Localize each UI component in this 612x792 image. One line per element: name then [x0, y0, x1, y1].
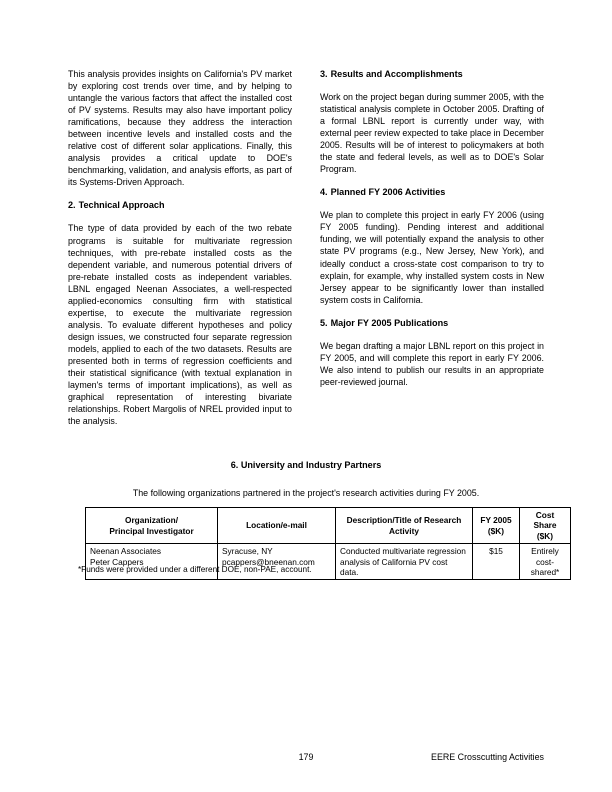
- section-3-title: Results and Accomplishments: [330, 69, 463, 79]
- section-3-paragraph: Work on the project began during summer 2005, with the statistical analysis complete in October 2005. Drafting of a formal LBNL report is currently under way, with external peer review expected to take place in December 2005. Results will be of interest to policymakers at both the state and federal levels, as well as to DOE's Solar Program.: [320, 92, 544, 175]
- cell-cost-share-line1: Entirely: [531, 546, 559, 557]
- section-5-number: 5.: [320, 317, 328, 328]
- section-5-paragraph: We began drafting a major LBNL report on this project in FY 2005, and will complete this report in early FY 2006. We also intend to publish our results in an appropriate peer-reviewed journal.: [320, 340, 544, 387]
- header-organization: [86, 508, 218, 544]
- section-4-number: 4.: [320, 187, 328, 198]
- section-6-block: [68, 459, 544, 499]
- header-organization-line2: Principal Investigator: [109, 525, 194, 536]
- header-description: [336, 508, 473, 544]
- footer-label: EERE Crosscutting Activities: [431, 752, 544, 762]
- cell-description: Conducted multivariate regression analysis of California PV cost data.: [336, 544, 473, 580]
- header-cost-share-line2: ($K): [536, 530, 554, 541]
- section-6-lead: The following organizations partnered in the project's research activities during FY 2005.: [132, 488, 480, 498]
- section-3-number: 3.: [320, 69, 328, 79]
- section-heading-2: [68, 199, 292, 211]
- cell-organization-line1: Neenan Associates: [90, 546, 162, 557]
- section-2-number: 2.: [68, 200, 76, 211]
- page-number: 179: [298, 752, 314, 762]
- section-5-title: Major FY 2005 Publications: [330, 317, 449, 328]
- section-4-paragraph: We plan to complete this project in early FY 2006 (using FY 2005 funding). Pending interest and additional funding, we will potentially expand the analysis to other state PV programs (e.g., New Jersey, New York), and ideally conduct a cross-state cost comparison to try to explain, for example, why installed system costs in New Jersey appear to be significantly lower than installed system costs in California.: [320, 210, 544, 305]
- section-heading-4: [320, 186, 544, 198]
- cell-location-email: pcappers@bneenan.com: [222, 556, 315, 567]
- section-6-number: 6.: [230, 460, 239, 470]
- page-footer: [68, 752, 544, 762]
- right-column: [320, 68, 544, 438]
- table-footnote: *Funds were provided under a different DOE, non-PAE, account.: [78, 565, 312, 574]
- two-column-body: [68, 68, 544, 438]
- cell-organization-line2: Peter Cappers: [90, 556, 144, 567]
- section-2-paragraph: The type of data provided by each of the two rebate programs is suitable for multivariate regression techniques, with pre-rebate installed costs as the dependent variable, and numerous potential drivers of pre-rebate installed costs as independent variables. LBNL engaged Neenan Associates, a well-respected applied-economics consulting firm with statistical expertise, to execute the multivariate regression analysis. To evaluate different hypotheses and policy design issues, we constructed four separate regression models, applied to each of the two datasets. Results are presented both in terms of regression coefficients and their statistical significance (with textual explanation in laymen's terms of important implications), as well as graphical representation of interesting bivariate relationships. Robert Margolis of NREL provided input to the analysis.: [68, 223, 292, 427]
- header-location: [218, 508, 336, 544]
- header-description-line2: Activity: [389, 525, 419, 536]
- section-heading-5: [320, 317, 544, 329]
- cell-fy2005: $15: [473, 544, 520, 580]
- header-fy2005-line1: FY 2005: [480, 515, 512, 526]
- table-header-row: [86, 508, 571, 544]
- cell-cost-share: [520, 544, 571, 580]
- cell-location-line1: Syracuse, NY: [222, 546, 273, 557]
- header-cost-share-line1: Cost Share: [533, 510, 557, 531]
- header-cost-share: [520, 508, 571, 544]
- header-fy2005-line2: ($K): [487, 525, 505, 536]
- header-fy2005: [473, 508, 520, 544]
- section-6-title: University and Industry Partners: [240, 460, 382, 470]
- section-4-title: Planned FY 2006 Activities: [330, 187, 446, 198]
- left-column: [68, 68, 292, 438]
- section-2-title: Technical Approach: [78, 200, 165, 211]
- cell-cost-share-line2: cost-shared*: [530, 556, 560, 578]
- section-heading-6: [68, 459, 544, 471]
- header-description-line1: Description/Title of Research: [346, 515, 462, 526]
- section-heading-3: [320, 68, 544, 80]
- header-organization-line1: Organization/: [124, 515, 178, 526]
- intro-paragraph: This analysis provides insights on California's PV market by exploring cost trends over time, and by helping to untangle the various factors that affect the installed cost of PV systems. Results may also have important policy ramifications, because they address the interaction between incentive levels and installed costs and the relative cost of different solar applications. Finally, this analysis provides a critical update to DOE's benchmarking, validation, and analysis efforts, as part of its Systems-Driven Approach.: [68, 69, 292, 188]
- header-location-line1: Location/e-mail: [246, 520, 307, 531]
